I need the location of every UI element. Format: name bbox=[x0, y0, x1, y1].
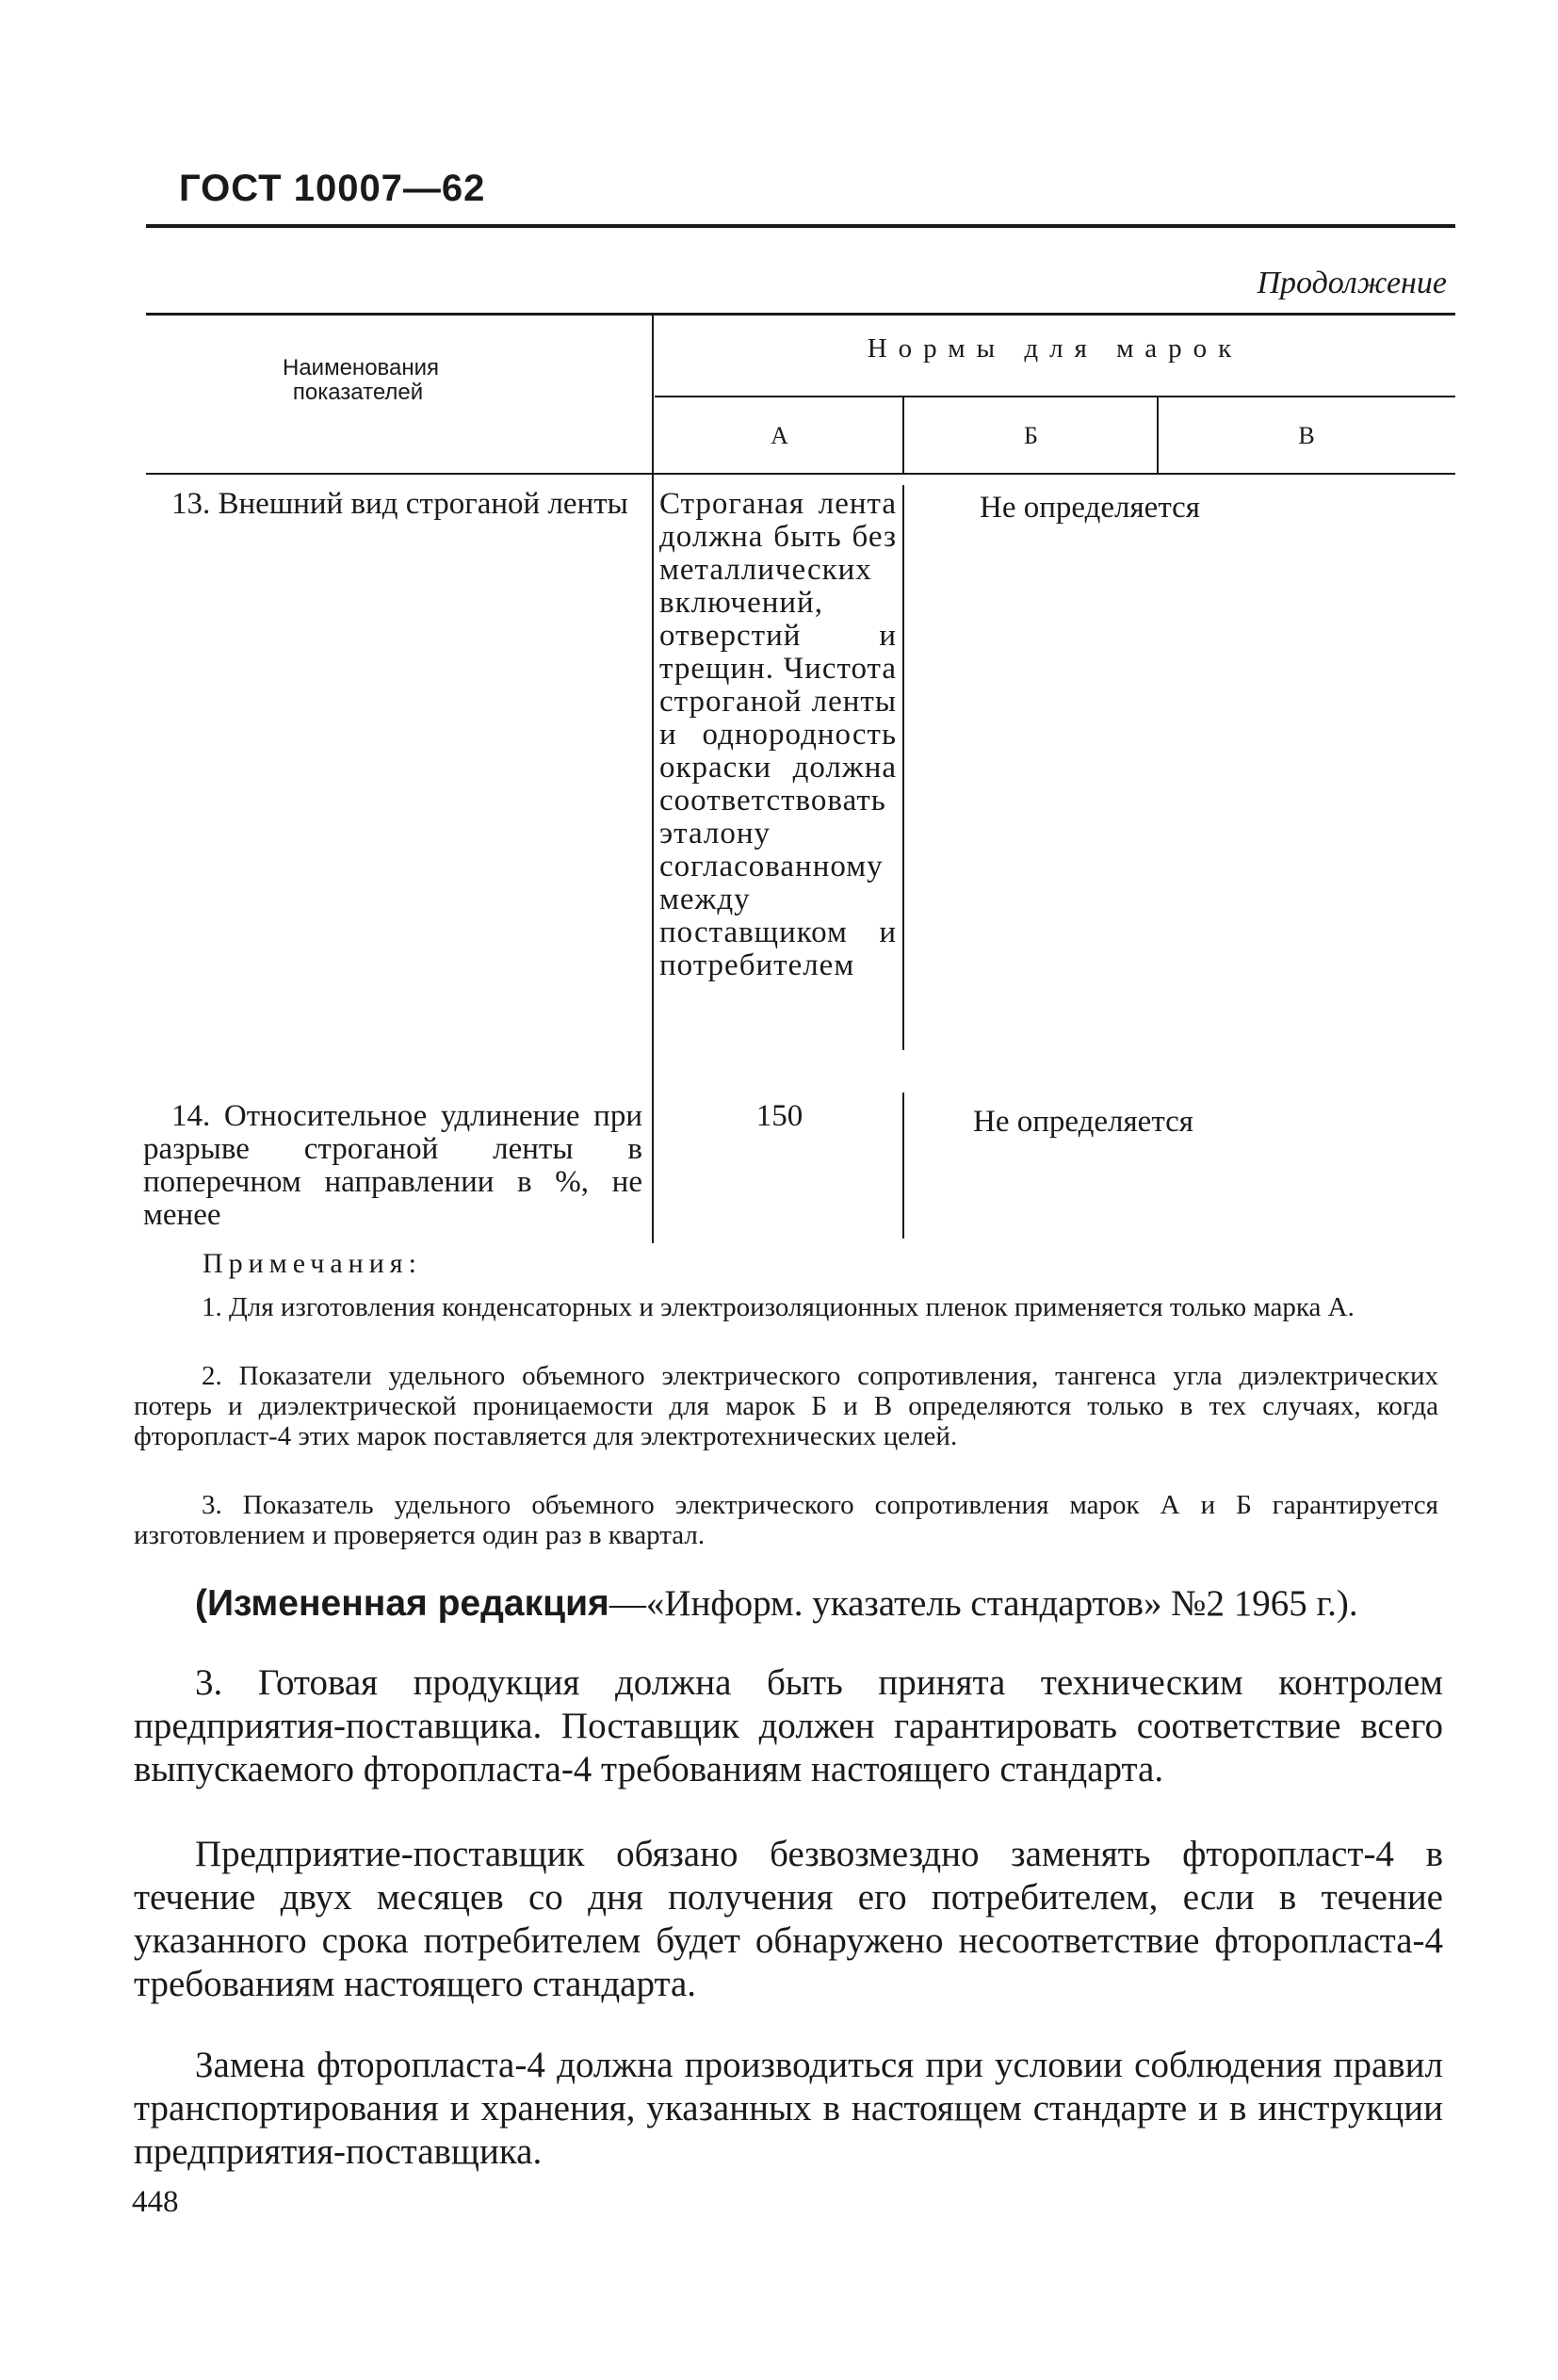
grade-header-a: А bbox=[771, 422, 788, 449]
table-col-divider-2 bbox=[902, 397, 904, 473]
paragraph-conditions: Замена фторопласта-4 должна производиться при условии соблюдения правил транспортирования и хранения, указанных в настоящем стандарте и в инструкции предприятия-поставщика. bbox=[134, 2045, 1443, 2172]
table-row-14-name: 14. Относительное удлинение при разрыве строганой ленты в поперечном направлении в %, не менее bbox=[143, 1099, 642, 1232]
header-rule bbox=[146, 224, 1455, 228]
table-col-divider-2c bbox=[902, 1093, 904, 1239]
table-row-14-grade-a: 150 bbox=[755, 1099, 803, 1133]
amendment-rest: —«Информ. указатель стандартов» №2 1965 г.). bbox=[609, 1583, 1358, 1624]
table-top-rule bbox=[146, 313, 1455, 316]
column-header-norms: Нормы для марок bbox=[867, 333, 1243, 364]
column-header-indicators: Наименования показателей bbox=[283, 355, 440, 405]
table-row-13-name: 13. Внешний вид строганой ленты bbox=[171, 487, 628, 521]
note-2: 2. Показатели удельного объемного электрического сопротивления, тангенса угла диэлектрических потерь и диэлектрической проницаемости для марок Б и В определяются только в тех случаях, когда фторопласт-4 этих марок поставляется для электротехнических целей. bbox=[134, 1361, 1438, 1451]
table-header-bottom-rule bbox=[146, 473, 1455, 475]
table-row-13-grade-bv: Не определяется bbox=[980, 491, 1200, 525]
page-number: 448 bbox=[132, 2185, 179, 2219]
note-1: 1. Для изготовления конденсаторных и электроизоляционных пленок применяется только марка А. bbox=[202, 1292, 1355, 1322]
continuation-label: Продолжение bbox=[1257, 266, 1447, 300]
paragraph-3: 3. Готовая продукция должна быть принята техническим контролем предприятия-поставщика. Поставщик должен гарантировать соответствие всего выпускаемого фторопласта-4 требованиям настоящего стандарта. bbox=[134, 1662, 1443, 1789]
grade-header-b: Б bbox=[1024, 422, 1038, 449]
table-col-divider-3 bbox=[1157, 397, 1159, 473]
table-row-14-grade-bv: Не определяется bbox=[973, 1105, 1193, 1139]
table-col-divider-1 bbox=[652, 316, 654, 1243]
paragraph-replacement: Предприятие-поставщик обязано безвозмездно заменять фторопласт-4 в течение двух месяцев со дня получения его потребителем, если в течение указанного срока потребителем будет обнаружено несоответствие фторопласта-4 требованиям настоящего стандарта. bbox=[134, 1834, 1443, 2004]
amendment-bold: (Измененная редакция bbox=[195, 1583, 609, 1624]
notes-heading: Примечания: bbox=[203, 1248, 422, 1279]
table-col-divider-2b bbox=[902, 485, 904, 1050]
norms-divider-rule bbox=[655, 396, 1455, 397]
note-3: 3. Показатель удельного объемного электрического сопротивления марок А и Б гарантируется изготовлением и проверяется один раз в квартал. bbox=[134, 1490, 1438, 1550]
table-row-13-grade-a: Строганая лента должна быть без металлических включений, отверстий и трещин. Чистота строганой ленты и однородность окраски должна соответствовать эталону согласованному между поставщиком и потребителем bbox=[659, 487, 897, 982]
document-header: ГОСТ 10007—62 bbox=[179, 168, 486, 209]
grade-header-v: В bbox=[1298, 422, 1315, 449]
amendment-note bbox=[134, 1582, 1443, 1626]
